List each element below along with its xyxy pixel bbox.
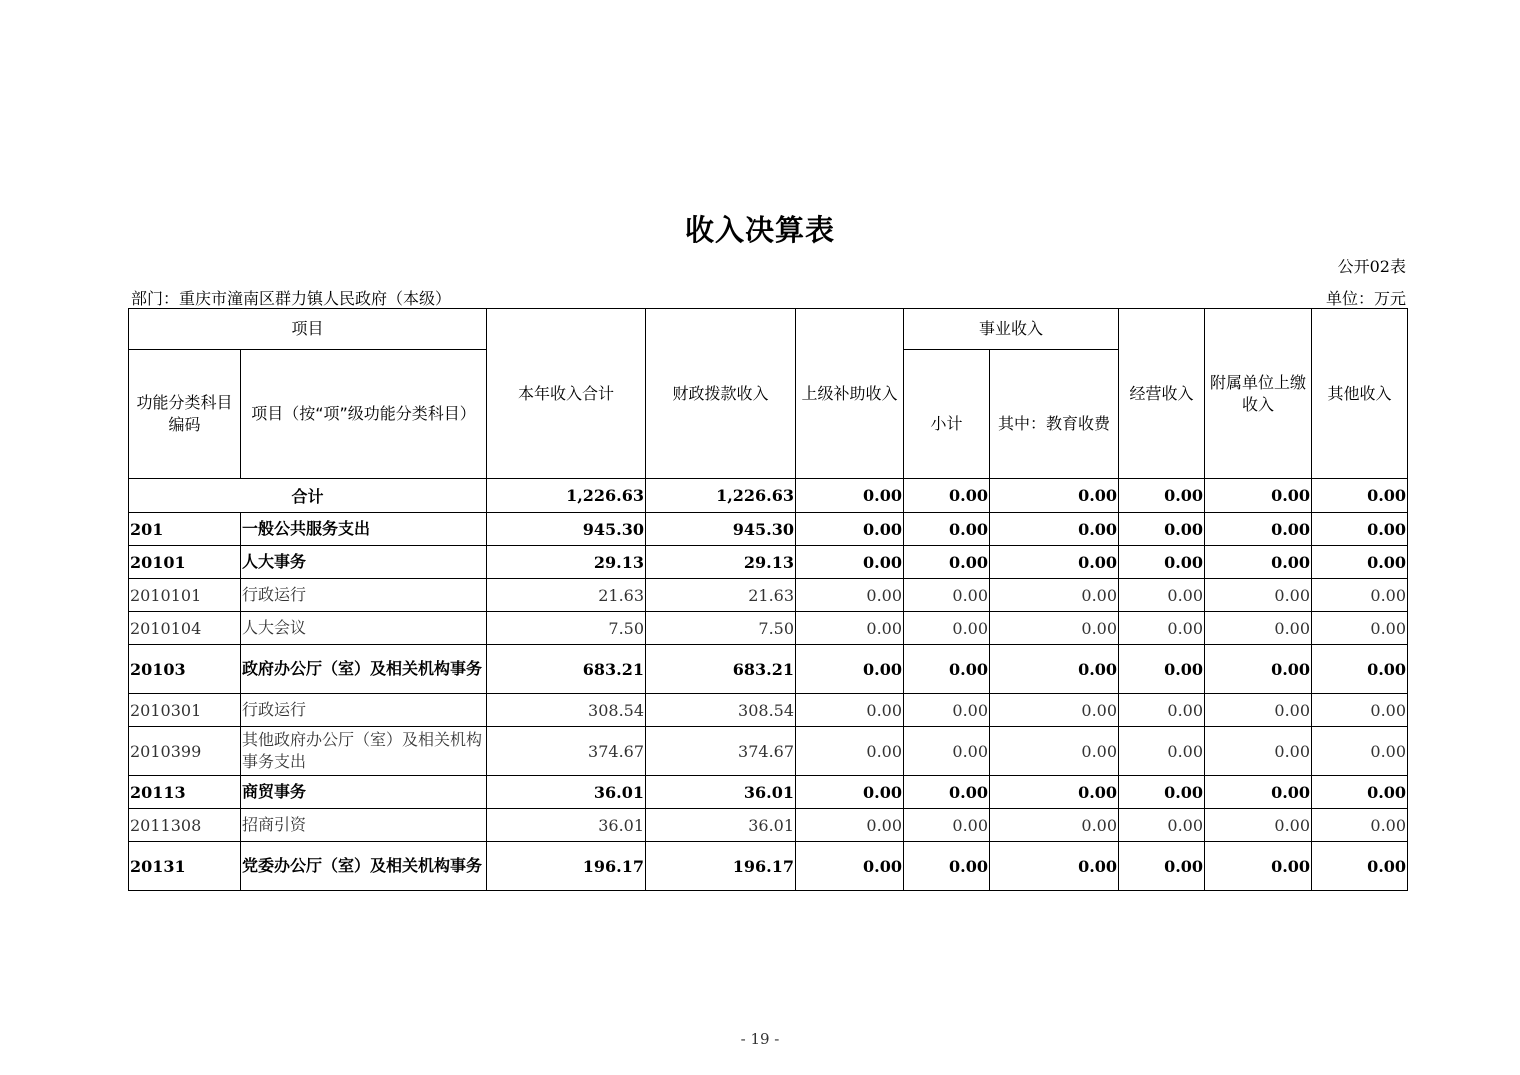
row-value: 0.00 (796, 645, 904, 694)
row-value: 0.00 (796, 612, 904, 645)
page-title: 收入决算表 (684, 213, 835, 247)
row-value: 0.00 (904, 694, 990, 727)
row-value: 0.00 (1205, 579, 1312, 612)
department-label: 部门：重庆市潼南区群力镇人民政府（本级） (131, 289, 452, 308)
total-value: 0.00 (1312, 479, 1408, 513)
table-row (129, 776, 1408, 809)
header-name: 项目（按“项”级功能分类科目） (241, 350, 487, 479)
row-value: 0.00 (796, 727, 904, 776)
row-value: 0.00 (1312, 842, 1408, 891)
total-value: 0.00 (990, 479, 1119, 513)
header-subtotal: 小计 (904, 350, 990, 479)
row-value: 945.30 (646, 513, 796, 546)
row-value: 36.01 (646, 809, 796, 842)
row-value: 0.00 (904, 546, 990, 579)
row-name: 行政运行 (241, 694, 487, 727)
header-code: 功能分类科目编码 (129, 350, 241, 479)
row-value: 0.00 (796, 842, 904, 891)
table-row (129, 842, 1408, 891)
row-value: 29.13 (646, 546, 796, 579)
row-value: 21.63 (487, 579, 646, 612)
row-value: 0.00 (1119, 727, 1205, 776)
row-value: 0.00 (1119, 645, 1205, 694)
header-business-group: 事业收入 (904, 309, 1119, 350)
row-value: 0.00 (796, 776, 904, 809)
row-value: 0.00 (1119, 809, 1205, 842)
header-superior: 上级补助收入 (796, 309, 904, 479)
row-value: 0.00 (1119, 546, 1205, 579)
row-value: 36.01 (487, 809, 646, 842)
row-value: 0.00 (990, 645, 1119, 694)
row-value: 36.01 (646, 776, 796, 809)
row-value: 0.00 (904, 612, 990, 645)
row-value: 21.63 (646, 579, 796, 612)
total-row (129, 479, 1408, 513)
row-value: 374.67 (646, 727, 796, 776)
row-value: 0.00 (1119, 694, 1205, 727)
row-value: 0.00 (990, 546, 1119, 579)
row-value: 0.00 (1119, 612, 1205, 645)
row-value: 0.00 (1205, 842, 1312, 891)
row-code: 20101 (129, 546, 241, 579)
row-value: 0.00 (1205, 809, 1312, 842)
row-value: 0.00 (1312, 579, 1408, 612)
total-value: 0.00 (904, 479, 990, 513)
row-code: 201 (129, 513, 241, 546)
total-value: 0.00 (1119, 479, 1205, 513)
row-value: 0.00 (796, 809, 904, 842)
header-item-group: 项目 (129, 309, 487, 350)
row-value: 0.00 (904, 809, 990, 842)
header-fiscal: 财政拨款收入 (646, 309, 796, 479)
total-value: 1,226.63 (487, 479, 646, 513)
form-number: 公开02表 (1337, 257, 1406, 276)
row-value: 0.00 (1312, 776, 1408, 809)
row-value: 0.00 (1312, 694, 1408, 727)
row-value: 0.00 (1205, 612, 1312, 645)
row-value: 0.00 (904, 513, 990, 546)
row-value: 0.00 (796, 513, 904, 546)
row-value: 0.00 (990, 727, 1119, 776)
row-value: 0.00 (904, 727, 990, 776)
table-row (129, 694, 1408, 727)
row-value: 0.00 (990, 809, 1119, 842)
row-name: 商贸事务 (241, 776, 487, 809)
row-value: 7.50 (646, 612, 796, 645)
row-value: 308.54 (646, 694, 796, 727)
row-value: 0.00 (1205, 513, 1312, 546)
table-row (129, 579, 1408, 612)
row-value: 0.00 (1312, 612, 1408, 645)
row-value: 0.00 (1205, 727, 1312, 776)
row-value: 29.13 (487, 546, 646, 579)
row-value: 0.00 (990, 579, 1119, 612)
row-name: 人大会议 (241, 612, 487, 645)
row-value: 36.01 (487, 776, 646, 809)
row-code: 20131 (129, 842, 241, 891)
row-name: 一般公共服务支出 (241, 513, 487, 546)
total-value: 1,226.63 (646, 479, 796, 513)
row-code: 20113 (129, 776, 241, 809)
row-value: 0.00 (1205, 546, 1312, 579)
table-row (129, 809, 1408, 842)
row-name: 政府办公厅（室）及相关机构事务 (241, 645, 487, 694)
row-value: 0.00 (1312, 546, 1408, 579)
row-value: 7.50 (487, 612, 646, 645)
row-value: 196.17 (646, 842, 796, 891)
unit-label: 单位：万元 (1325, 289, 1406, 308)
row-value: 0.00 (904, 645, 990, 694)
row-value: 0.00 (796, 579, 904, 612)
total-value: 0.00 (1205, 479, 1312, 513)
row-value: 196.17 (487, 842, 646, 891)
row-value: 0.00 (904, 579, 990, 612)
row-value: 0.00 (1312, 645, 1408, 694)
row-code: 2011308 (129, 809, 241, 842)
row-value: 0.00 (1119, 776, 1205, 809)
row-value: 0.00 (1205, 694, 1312, 727)
row-value: 0.00 (990, 842, 1119, 891)
table-row (129, 513, 1408, 546)
row-value: 0.00 (990, 612, 1119, 645)
table-row (129, 546, 1408, 579)
row-value: 0.00 (1312, 809, 1408, 842)
income-table (128, 308, 1408, 891)
row-value: 0.00 (904, 776, 990, 809)
row-value: 0.00 (1119, 513, 1205, 546)
row-name: 其他政府办公厅（室）及相关机构事务支出 (241, 727, 487, 776)
row-value: 0.00 (904, 842, 990, 891)
page-number: - 19 - (740, 1030, 780, 1048)
row-value: 0.00 (1119, 579, 1205, 612)
row-value: 945.30 (487, 513, 646, 546)
row-value: 0.00 (1205, 645, 1312, 694)
row-value: 0.00 (1312, 727, 1408, 776)
row-value: 0.00 (796, 694, 904, 727)
row-value: 0.00 (1119, 842, 1205, 891)
table-row (129, 727, 1408, 776)
row-value: 0.00 (1312, 513, 1408, 546)
row-name: 人大事务 (241, 546, 487, 579)
row-value: 0.00 (1205, 776, 1312, 809)
row-name: 行政运行 (241, 579, 487, 612)
row-value: 374.67 (487, 727, 646, 776)
header-operating: 经营收入 (1119, 309, 1205, 479)
row-name: 党委办公厅（室）及相关机构事务 (241, 842, 487, 891)
row-code: 2010301 (129, 694, 241, 727)
header-affiliated: 附属单位上缴收入 (1205, 309, 1312, 479)
row-value: 683.21 (646, 645, 796, 694)
header-education: 其中：教育收费 (990, 350, 1119, 479)
table-row (129, 612, 1408, 645)
header-total: 本年收入合计 (487, 309, 646, 479)
total-value: 0.00 (796, 479, 904, 513)
row-value: 0.00 (796, 546, 904, 579)
row-value: 0.00 (990, 776, 1119, 809)
row-value: 683.21 (487, 645, 646, 694)
table-row (129, 645, 1408, 694)
row-code: 2010104 (129, 612, 241, 645)
row-name: 招商引资 (241, 809, 487, 842)
row-value: 0.00 (990, 513, 1119, 546)
total-label: 合计 (129, 479, 487, 513)
header-other: 其他收入 (1312, 309, 1408, 479)
row-value: 308.54 (487, 694, 646, 727)
row-code: 2010101 (129, 579, 241, 612)
row-value: 0.00 (990, 694, 1119, 727)
row-code: 20103 (129, 645, 241, 694)
row-code: 2010399 (129, 727, 241, 776)
